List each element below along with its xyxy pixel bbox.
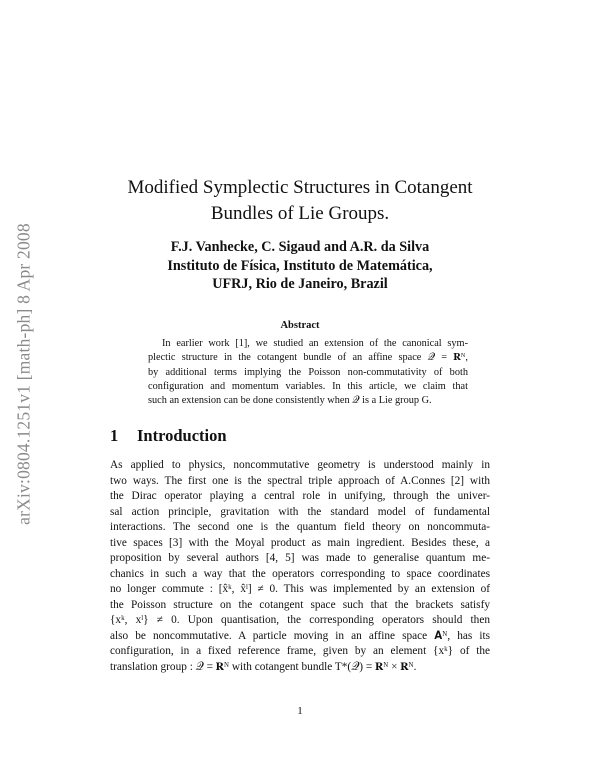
section-title: Introduction: [137, 426, 227, 445]
section-number: 1: [110, 426, 119, 445]
abstract-text: [148, 337, 468, 408]
page-number: 1: [297, 705, 303, 717]
body-line: proposition by several authors [4, 5] was made to generalise quantum me-: [110, 552, 490, 564]
body-line: {xᵏ, xˡ} ≠ 0. Upon quantisation, the corresponding operators should then: [110, 614, 490, 626]
title-line: Modified Symplectic Structures in Cotangent: [127, 177, 473, 198]
affiliation: Instituto de Física, Instituto de Matemática,: [167, 257, 433, 274]
abstract-line: configuration and momentum variables. In this article, we claim that: [148, 380, 468, 392]
body-line: As applied to physics, noncommutative geometry is understood mainly in: [110, 459, 490, 471]
author-names: F.J. Vanhecke, C. Sigaud and A.R. da Silva: [170, 239, 430, 255]
abstract-line: such an extension can be done consistently when 𝒬 is a Lie group G.: [148, 395, 432, 407]
abstract-heading: Abstract: [280, 320, 320, 331]
affiliation-location: UFRJ, Rio de Janeiro, Brazil: [212, 276, 388, 292]
abstract-line: In earlier work [1], we studied an extension of the canonical sym-: [162, 338, 468, 349]
arxiv-identifier: arXiv:0804.1251v1 [math-ph] 8 Apr 2008: [13, 223, 34, 525]
section-heading: [110, 426, 227, 446]
body-line: sal action principle, gravitation with the standard model of fundamental: [110, 505, 490, 518]
body-line: interactions. The second one is the quantum field theory on noncommuta-: [110, 521, 490, 533]
author-block: [100, 238, 500, 294]
body-line: configuration, in a fixed reference frame, given by an element {xᵏ} of the: [110, 645, 490, 657]
body-line: two ways. The first one is the spectral triple approach of A.Connes [2] with: [110, 474, 490, 487]
abstract-line: by additional terms implying the Poisson non-commutativity of both: [148, 366, 468, 378]
introduction-body: [110, 458, 490, 675]
body-line: chanics in such a way that the operators corresponding to space coordinates: [110, 567, 490, 580]
title-line: Bundles of Lie Groups.: [210, 203, 390, 224]
paper-title: [100, 175, 500, 227]
body-line: the Poisson structure on the cotangent space such that the brackets satisfy: [110, 598, 490, 611]
body-line: tive spaces [3] with the Moyal product as main ingredient. Besides these, a: [110, 536, 490, 549]
body-line: no longer commute : [x̂ᵏ, x̂ˡ] ≠ 0. This was implemented by an extension of: [110, 583, 490, 595]
body-line: also be noncommutative. A particle moving in an affine space 𝐀ᴺ, has its: [110, 629, 490, 642]
abstract-line: plectic structure in the cotangent bundle of an affine space 𝒬 = 𝐑ᴺ,: [148, 352, 468, 364]
body-line: translation group : 𝒬 = 𝐑ᴺ with cotangent bundle T*(𝒬) = 𝐑ᴺ × 𝐑ᴺ.: [110, 660, 417, 673]
body-line: the Dirac operator playing a central role in unifying, through the univer-: [110, 490, 490, 502]
